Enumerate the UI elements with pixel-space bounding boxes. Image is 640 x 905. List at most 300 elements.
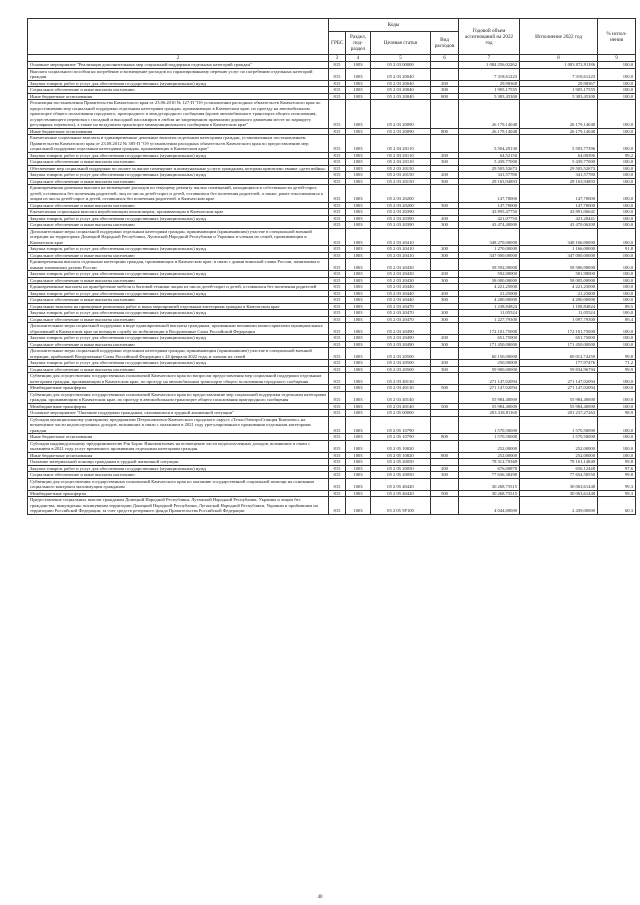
row-vid: 300 — [431, 87, 459, 94]
row-vid: 200 — [431, 271, 459, 278]
row-name: Социальное обеспечение и иные выплаты населению — [28, 277, 329, 284]
row-grbs: 815 — [329, 80, 346, 87]
row-plan: 30 268,75515 — [459, 478, 520, 490]
row-vid: 800 — [431, 93, 459, 100]
table-row — [28, 373, 636, 385]
table-row — [28, 323, 636, 335]
row-grbs: 815 — [329, 178, 346, 185]
row-target: 05 2 03 00000 — [371, 62, 431, 69]
row-name: Субвенции для осуществления государственных полномочий Камчатского края по вопросам предоставления мер социальной поддержки отдельным категориям граждан, проживающим в Камчатском крае, по проезду на автомобильном транспорте общего пользования городского сообщения — [28, 373, 329, 385]
row-exec: 29 505,52673 — [520, 165, 598, 172]
row-pct: 100,0 — [598, 391, 636, 403]
row-razdel: 1003 — [346, 472, 371, 479]
row-target: 05 2 03 20200 — [371, 185, 431, 203]
row-pct: 100,0 — [598, 215, 636, 222]
row-exec: 11,05524 — [520, 310, 598, 317]
row-plan: 4 044,00000 — [459, 497, 520, 515]
row-razdel: 1003 — [346, 310, 371, 317]
row-plan: 58 000,00000 — [459, 277, 520, 284]
row-name: Социальное обеспечение и иные выплаты населению — [28, 252, 329, 259]
row-pct: 100,0 — [598, 341, 636, 348]
row-pct: 100,0 — [598, 135, 636, 153]
row-plan: 77 636,38290 — [459, 472, 520, 479]
row-razdel: 1003 — [346, 252, 371, 259]
row-grbs: 815 — [329, 472, 346, 479]
row-vid — [431, 391, 459, 403]
row-grbs: 815 — [329, 228, 346, 246]
row-target: 05 2 03 20090 — [371, 100, 431, 129]
row-target: 05 2 05 5Р100 — [371, 497, 431, 515]
row-vid: 800 — [431, 434, 459, 441]
row-plan: 1 570,50000 — [459, 416, 520, 434]
row-vid: 200 — [431, 465, 459, 472]
row-target: 05 2 03 20440 — [371, 297, 431, 304]
row-exec: 43 891,06641 — [520, 209, 598, 216]
table-row — [28, 68, 636, 80]
row-name: Закупка товаров, работ и услуг для обеспечения государственных (муниципальных) нужд — [28, 335, 329, 342]
row-pct: 100,0 — [598, 284, 636, 291]
row-razdel: 1003 — [346, 215, 371, 222]
row-exec: 7 318,61223 — [520, 68, 598, 80]
row-name: Межбюджетные трансферты — [28, 490, 329, 497]
row-plan: 5 439,77000 — [459, 159, 520, 166]
header-grbs: ГРБС — [329, 32, 346, 55]
row-vid: 200 — [431, 246, 459, 253]
row-plan: 26 179,14048 — [459, 100, 520, 129]
row-grbs: 815 — [329, 100, 346, 129]
row-target: 05 2 03 20440 — [371, 290, 431, 297]
row-exec: 5 439,77000 — [520, 159, 598, 166]
row-vid: 200 — [431, 290, 459, 297]
row-vid — [431, 323, 459, 335]
table-row — [28, 259, 636, 271]
row-exec: 147,70000 — [520, 185, 598, 203]
table-row — [28, 100, 636, 129]
row-exec: 252,00000 — [520, 440, 598, 452]
row-target: 05 2 03 20500 — [371, 348, 431, 360]
row-razdel: 1003 — [346, 341, 371, 348]
row-exec: 147,70000 — [520, 202, 598, 209]
row-target: 05 2 05 40420 — [371, 478, 431, 490]
row-razdel: 1003 — [346, 348, 371, 360]
row-plan: 147,70000 — [459, 185, 520, 203]
row-pct: 100,0 — [598, 62, 636, 69]
row-exec: 271 147,02094 — [520, 373, 598, 385]
row-pct: 100,0 — [598, 172, 636, 179]
row-target: 05 2 05 00000 — [371, 410, 431, 417]
row-pct: 99,3 — [598, 478, 636, 490]
row-grbs: 815 — [329, 297, 346, 304]
row-exec: 29,98367 — [520, 80, 598, 87]
row-grbs: 815 — [329, 416, 346, 434]
row-plan: 4 221,25000 — [459, 284, 520, 291]
row-razdel: 1003 — [346, 497, 371, 515]
row-grbs: 815 — [329, 277, 346, 284]
row-vid: 500 — [431, 490, 459, 497]
row-plan: 1 084 256,02262 — [459, 62, 520, 69]
row-pct: 100,0 — [598, 80, 636, 87]
row-pct: 100,0 — [598, 277, 636, 284]
row-name: Предоставление социальных выплат гражданам Донецкой Народной Республики, Луганской Народной Республики, Украины и лицам без гражданства, вынужденно покинувшим территории Донецкой Народной Республики, Луганской Народной Республики, Украины и прибывшим на территорию Российской Федерации, за счет средств резервного фонда Правительства Российской Федерации — [28, 497, 329, 515]
row-grbs: 815 — [329, 465, 346, 472]
row-vid — [431, 373, 459, 385]
row-grbs: 815 — [329, 252, 346, 259]
row-exec: 4 221,25000 — [520, 284, 598, 291]
row-name: Закупка товаров, работ и услуг для обеспечения государственных (муниципальных) нужд — [28, 152, 329, 159]
row-grbs: 815 — [329, 323, 346, 335]
row-target: 05 2 05 10790 — [371, 434, 431, 441]
row-vid: 300 — [431, 202, 459, 209]
table-row — [28, 416, 636, 434]
row-razdel: 1003 — [346, 209, 371, 216]
row-name: Субсидия индивидуальному предпринимателю Рзи Борис Иннокентьевич на возмещение части недополученных доходов, возникших в связи с оказанием в 2021 году услуг временного проживания отдельным категориям граждан — [28, 440, 329, 452]
row-plan: 651,75000 — [459, 335, 520, 342]
row-grbs: 815 — [329, 403, 346, 410]
row-exec: 1 166,00000 — [520, 246, 598, 253]
row-target: 05 2 03 20110 — [371, 159, 431, 166]
row-name: Иные бюджетные ассигнования — [28, 434, 329, 441]
row-name: Единовременные выплаты на приобретение мебели и бытовой техники лицам из числа детей-сирот и детей, оставшихся без попечения родителей — [28, 284, 329, 291]
row-name: Закупка товаров, работ и услуг для обеспечения государственных (муниципальных) нужд — [28, 172, 329, 179]
row-razdel: 1003 — [346, 335, 371, 342]
row-plan: 78 312,70368 — [459, 459, 520, 466]
row-pct: 100,0 — [598, 416, 636, 434]
row-grbs: 815 — [329, 303, 346, 310]
row-plan: 147,70000 — [459, 202, 520, 209]
row-name: Социальное обеспечение и иные выплаты населению — [28, 472, 329, 479]
row-name: Обеспечение мер социальной поддержки по оплате за жилое помещение и коммунальные услуги гражданам, которым присвоено звание «дети войны» — [28, 165, 329, 172]
row-name: Единовременная выплата отдельным категориям граждан, проживающих в Камчатском крае, в связи с днями воинской славы России, памятными и иными значимыми датами России — [28, 259, 329, 271]
row-name: Ежемесячная социальная выплата неработающим пенсионерам, проживающим в Камчатском крае — [28, 209, 329, 216]
row-plan: 250,00000 — [459, 360, 520, 367]
row-name: Социальное обеспечение и иные выплаты населению — [28, 87, 329, 94]
row-pct: 100,0 — [598, 185, 636, 203]
row-razdel: 1003 — [346, 478, 371, 490]
row-plan: 347 000,00000 — [459, 252, 520, 259]
row-exec: 1 108,84824 — [520, 303, 598, 310]
row-pct: 100,0 — [598, 209, 636, 216]
table-row — [28, 185, 636, 203]
row-exec: 2 439,00000 — [520, 497, 598, 515]
row-pct: 60,3 — [598, 497, 636, 515]
row-pct: 99,9 — [598, 366, 636, 373]
row-exec: 58 005,00000 — [520, 277, 598, 284]
row-plan: 60 150,00000 — [459, 348, 520, 360]
row-razdel: 1003 — [346, 373, 371, 385]
row-name: Закупка товаров, работ и услуг для обеспечения государственных (муниципальных) нужд — [28, 310, 329, 317]
column-number: 3 — [329, 55, 346, 62]
row-vid — [431, 228, 459, 246]
row-grbs: 815 — [329, 259, 346, 271]
table-body — [28, 62, 636, 515]
row-grbs: 815 — [329, 459, 346, 466]
row-exec: 5 383,45300 — [520, 93, 598, 100]
row-target: 05 2 03 40140 — [371, 403, 431, 410]
header-codes: Коды — [329, 19, 459, 32]
row-exec: 29 163,94893 — [520, 178, 598, 185]
row-target: 05 2 05 10820 — [371, 440, 431, 452]
row-razdel: 1003 — [346, 152, 371, 159]
row-pct: 100,0 — [598, 202, 636, 209]
row-pct: 91,8 — [598, 246, 636, 253]
row-grbs: 815 — [329, 172, 346, 179]
row-target: 05 2 05 10820 — [371, 452, 431, 459]
row-target: 05 2 05 20050 — [371, 465, 431, 472]
row-name: Иные бюджетные ассигнования — [28, 93, 329, 100]
row-plan: 271 147,02094 — [459, 373, 520, 385]
row-plan: 29 505,52673 — [459, 165, 520, 172]
row-target: 05 2 03 20490 — [371, 341, 431, 348]
row-razdel: 1003 — [346, 87, 371, 94]
row-grbs: 815 — [329, 62, 346, 69]
row-target: 05 2 03 20110 — [371, 135, 431, 153]
row-pct: 99,8 — [598, 459, 636, 466]
row-vid: 800 — [431, 128, 459, 135]
row-pct: 100,0 — [598, 434, 636, 441]
row-vid: 300 — [431, 341, 459, 348]
row-grbs: 815 — [329, 490, 346, 497]
row-razdel: 1003 — [346, 80, 371, 87]
row-vid: 300 — [431, 472, 459, 479]
row-exec: 55 984,40000 — [520, 403, 598, 410]
row-grbs: 815 — [329, 209, 346, 216]
row-name: Межбюджетные трансферты — [28, 385, 329, 392]
row-name: Выплата социального пособия на погребение и возмещение расходов по гарантированному перечню услуг по погребению отдельных категорий граждан — [28, 68, 329, 80]
row-pct: 99,8 — [598, 348, 636, 360]
row-vid — [431, 68, 459, 80]
row-razdel: 1003 — [346, 465, 371, 472]
row-pct: 99,2 — [598, 152, 636, 159]
row-plan: 29 163,94893 — [459, 178, 520, 185]
row-razdel: 1003 — [346, 178, 371, 185]
row-target: 05 2 03 20410 — [371, 252, 431, 259]
row-name: Закупка товаров, работ и услуг для обеспечения государственных (муниципальных) нужд — [28, 360, 329, 367]
row-exec: 1 097,79300 — [520, 316, 598, 323]
row-plan: 5 383,45300 — [459, 93, 520, 100]
row-vid: 200 — [431, 310, 459, 317]
header-razdel: Раздел, под-раздел — [346, 32, 371, 55]
row-razdel: 1003 — [346, 323, 371, 335]
row-razdel: 1003 — [346, 416, 371, 434]
row-exec: 1 905,17555 — [520, 87, 598, 94]
row-vid: 200 — [431, 360, 459, 367]
row-pct: 71,2 — [598, 360, 636, 367]
row-pct: 100,0 — [598, 452, 636, 459]
row-grbs: 815 — [329, 128, 346, 135]
row-name: Межбюджетные трансферты — [28, 403, 329, 410]
row-exec: 60 012,74250 — [520, 348, 598, 360]
column-number: 4 — [346, 55, 371, 62]
row-vid: 200 — [431, 172, 459, 179]
row-pct: 100,0 — [598, 271, 636, 278]
row-plan: 421,07750 — [459, 215, 520, 222]
row-pct: 100,0 — [598, 373, 636, 385]
budget-table — [27, 18, 636, 515]
row-razdel: 1003 — [346, 93, 371, 100]
row-target: 05 2 03 20500 — [371, 360, 431, 367]
row-vid — [431, 259, 459, 271]
row-name: Основное мероприятие "Реализация дополнительных мер социальной поддержки отдельных категорий граждан" — [28, 62, 329, 69]
header-vid: Вид расходов — [431, 32, 459, 55]
row-exec: 78 161,14840 — [520, 459, 598, 466]
row-grbs: 815 — [329, 284, 346, 291]
row-target: 05 2 03 20470 — [371, 303, 431, 310]
row-target: 05 2 03 20490 — [371, 335, 431, 342]
row-vid: 300 — [431, 316, 459, 323]
row-grbs: 815 — [329, 452, 346, 459]
row-grbs: 815 — [329, 310, 346, 317]
row-razdel: 1003 — [346, 297, 371, 304]
row-grbs: 815 — [329, 478, 346, 490]
page-number: 40 — [317, 895, 323, 900]
row-vid: 800 — [431, 452, 459, 459]
row-name: Иные бюджетные ассигнования — [28, 452, 329, 459]
row-plan: 55 984,40000 — [459, 391, 520, 403]
header-exec: Исполнение 2022 год — [520, 19, 598, 55]
row-exec: 1 570,50000 — [520, 416, 598, 434]
row-exec: 59 834,96794 — [520, 366, 598, 373]
row-razdel: 1003 — [346, 202, 371, 209]
row-pct: 99,8 — [598, 472, 636, 479]
row-name: Закупка товаров, работ и услуг для обеспечения государственных (муниципальных) нужд — [28, 80, 329, 87]
row-pct: 100,0 — [598, 335, 636, 342]
header-plan: Годовой объем ассигнований на 2022 год — [459, 19, 520, 55]
row-exec: 64,00396 — [520, 152, 598, 159]
row-plan: 5 504,29130 — [459, 135, 520, 153]
row-grbs: 815 — [329, 222, 346, 229]
row-plan: 4 200,00000 — [459, 297, 520, 304]
row-grbs: 815 — [329, 93, 346, 100]
row-grbs: 815 — [329, 360, 346, 367]
row-exec: 26 179,14048 — [520, 128, 598, 135]
row-vid: 300 — [431, 159, 459, 166]
row-plan: 30 268,75515 — [459, 490, 520, 497]
row-plan: 592,00000 — [459, 271, 520, 278]
row-vid: 300 — [431, 252, 459, 259]
row-exec: 201 237,27263 — [520, 410, 598, 417]
row-exec: 651,75000 — [520, 335, 598, 342]
row-razdel: 1003 — [346, 222, 371, 229]
row-name: Закупка товаров, работ и услуг для обеспечения государственных (муниципальных) нужд — [28, 290, 329, 297]
row-target: 05 2 03 20430 — [371, 277, 431, 284]
row-grbs: 815 — [329, 246, 346, 253]
row-exec: 341,57780 — [520, 172, 598, 179]
row-plan: 43 895,47750 — [459, 209, 520, 216]
row-target: 05 2 03 20470 — [371, 316, 431, 323]
row-plan: 203 418,81160 — [459, 410, 520, 417]
row-plan: 341,57780 — [459, 172, 520, 179]
table-row — [28, 478, 636, 490]
row-exec: 77 654,58550 — [520, 472, 598, 479]
row-razdel: 1003 — [346, 385, 371, 392]
row-target: 05 2 03 20390 — [371, 215, 431, 222]
row-pct: 100,0 — [598, 228, 636, 246]
row-target: 05 2 03 20150 — [371, 178, 431, 185]
row-plan: 172 101,75000 — [459, 323, 520, 335]
row-grbs: 815 — [329, 185, 346, 203]
row-grbs: 815 — [329, 497, 346, 515]
row-plan: 271 147,02094 — [459, 385, 520, 392]
row-vid: 500 — [431, 385, 459, 392]
table-row — [28, 348, 636, 360]
row-name: Единовременная денежная выплата на возмещение расходов по текущему ремонту жилых помещений, находящихся в собственности детей-сирот, детей, оставшихся без попечения родителей, лиц из числа детей-сирот и детей, оставшихся без попечения родителей, а также, ранее относившимся к лицам из числа детей-сирот и детей, оставшихся без попечения родителей, в Камчатском крае — [28, 185, 329, 203]
row-name: Закупка товаров, работ и услуг для обеспечения государственных (муниципальных) нужд — [28, 215, 329, 222]
row-razdel: 1003 — [346, 440, 371, 452]
row-exec: 4 200,00000 — [520, 297, 598, 304]
row-exec: 656,12448 — [520, 465, 598, 472]
row-grbs: 815 — [329, 410, 346, 417]
row-target: 05 2 03 20090 — [371, 128, 431, 135]
row-plan: 59 900,00000 — [459, 366, 520, 373]
row-name: Дополнительные меры социальной поддержки отдельным категориям граждан, принимающим (принимавшим) участие в специальной военной операции на территориях Донецкой Народной Республики, Луганской Народной Республики и Украины и членам их семей, проживающим в Камчатском крае — [28, 228, 329, 246]
row-grbs: 815 — [329, 366, 346, 373]
table-row — [28, 228, 636, 246]
row-name: Субсидия муниципальному унитарному предприятию Петропавловск-Камчатского городского округа «ТеплоЭлектроСтанция Комплекс» на возмещение части недополученных доходов, возникших в связи с оказанием в 2021 году урегулированного проживания отдельным категориям граждан — [28, 416, 329, 434]
row-pct: 100,0 — [598, 87, 636, 94]
row-name: Закупка товаров, работ и услуг для обеспечения государственных (муниципальных) нужд — [28, 246, 329, 253]
row-name: Социальное обеспечение и иные выплаты населению — [28, 341, 329, 348]
row-exec: 21,25000 — [520, 290, 598, 297]
row-razdel: 1003 — [346, 410, 371, 417]
row-pct: 100,0 — [598, 68, 636, 80]
row-exec: 43 470,06200 — [520, 222, 598, 229]
column-number: 2 — [28, 55, 329, 62]
column-number: 8 — [520, 55, 598, 62]
row-exec: 26 179,14048 — [520, 100, 598, 129]
row-name: Социальное обеспечение и иные выплаты населению — [28, 222, 329, 229]
row-exec: 172 101,75000 — [520, 323, 598, 335]
row-plan: 1 570,50000 — [459, 434, 520, 441]
row-name: Социальное обеспечение и иные выплаты населению — [28, 202, 329, 209]
row-target: 05 2 03 20470 — [371, 310, 431, 317]
row-name: Дополнительные меры социальной поддержки отдельным категориям граждан, принимающим (принимавшим) участие в специальной военной операции, прибывшей Вооруженные Силы Российской Федерации с 24 февраля 2022 года, и членам их семей — [28, 348, 329, 360]
row-exec: 177,97476 — [520, 360, 598, 367]
column-numbers-row — [28, 55, 636, 62]
row-razdel: 1003 — [346, 434, 371, 441]
row-vid: 300 — [431, 222, 459, 229]
row-exec: 421,20441 — [520, 215, 598, 222]
row-plan: 26 179,14048 — [459, 128, 520, 135]
row-razdel: 1003 — [346, 135, 371, 153]
row-target: 05 2 03 20500 — [371, 366, 431, 373]
row-razdel: 1003 — [346, 246, 371, 253]
row-name: Социальные выплаты на проведение ремонтных работ и иных мероприятий отдельным категориям граждан в Камчатском крае — [28, 303, 329, 310]
row-pct: 100,0 — [598, 178, 636, 185]
row-vid: 300 — [431, 366, 459, 373]
row-plan: 29,98368 — [459, 80, 520, 87]
row-vid — [431, 185, 459, 203]
row-plan: 1 227,79300 — [459, 316, 520, 323]
row-plan: 7 318,61223 — [459, 68, 520, 80]
table-row — [28, 497, 636, 515]
row-name: Закупка товаров, работ и услуг для обеспечения государственных (муниципальных) нужд — [28, 271, 329, 278]
row-name: Оказание материальной помощи гражданам в трудной жизненной ситуации — [28, 459, 329, 466]
row-razdel: 1003 — [346, 185, 371, 203]
row-pct: 100,0 — [598, 93, 636, 100]
row-razdel: 1003 — [346, 259, 371, 271]
row-name: Реализация постановления Правительства Камчатского края от 23.06.2010 № 127-П "Об установлении расходных обязательств Камчатского края по предоставлению мер социальной поддержки отдельным категориям граждан, проживающих в Камчатском крае, по проезду на автомобильном транспорте общего пользования городского, пригородного и междугородного сообщения (кроме автомобильного транспорта общего пользования, осуществляющего перевозки с посадкой и высадкой пассажиров в любом не запрещенном правилами дорожного движения месте по маршруту регулярных перевозок), а также на воздушном транспорте межмуниципального сообщения в Камчатском крае" — [28, 100, 329, 129]
row-plan: 21,25000 — [459, 290, 520, 297]
row-exec: 1 570,50000 — [520, 434, 598, 441]
row-exec: 581,98000 — [520, 271, 598, 278]
row-plan: 1 905,17555 — [459, 87, 520, 94]
row-target: 05 2 03 20410 — [371, 246, 431, 253]
row-razdel: 1003 — [346, 271, 371, 278]
row-vid: 200 — [431, 152, 459, 159]
row-name: Основное мероприятие "Оказание поддержки гражданам, оказавшимся в трудной жизненной ситуации" — [28, 410, 329, 417]
row-pct: 100,0 — [598, 165, 636, 172]
row-name: Субвенции для осуществления государственных полномочий Камчатского края по предоставлению мер социальной поддержки отдельным категориям граждан, проживающим в Камчатском крае, по проезду в автомобильном транспорте общего пользования пригородного сообщения — [28, 391, 329, 403]
